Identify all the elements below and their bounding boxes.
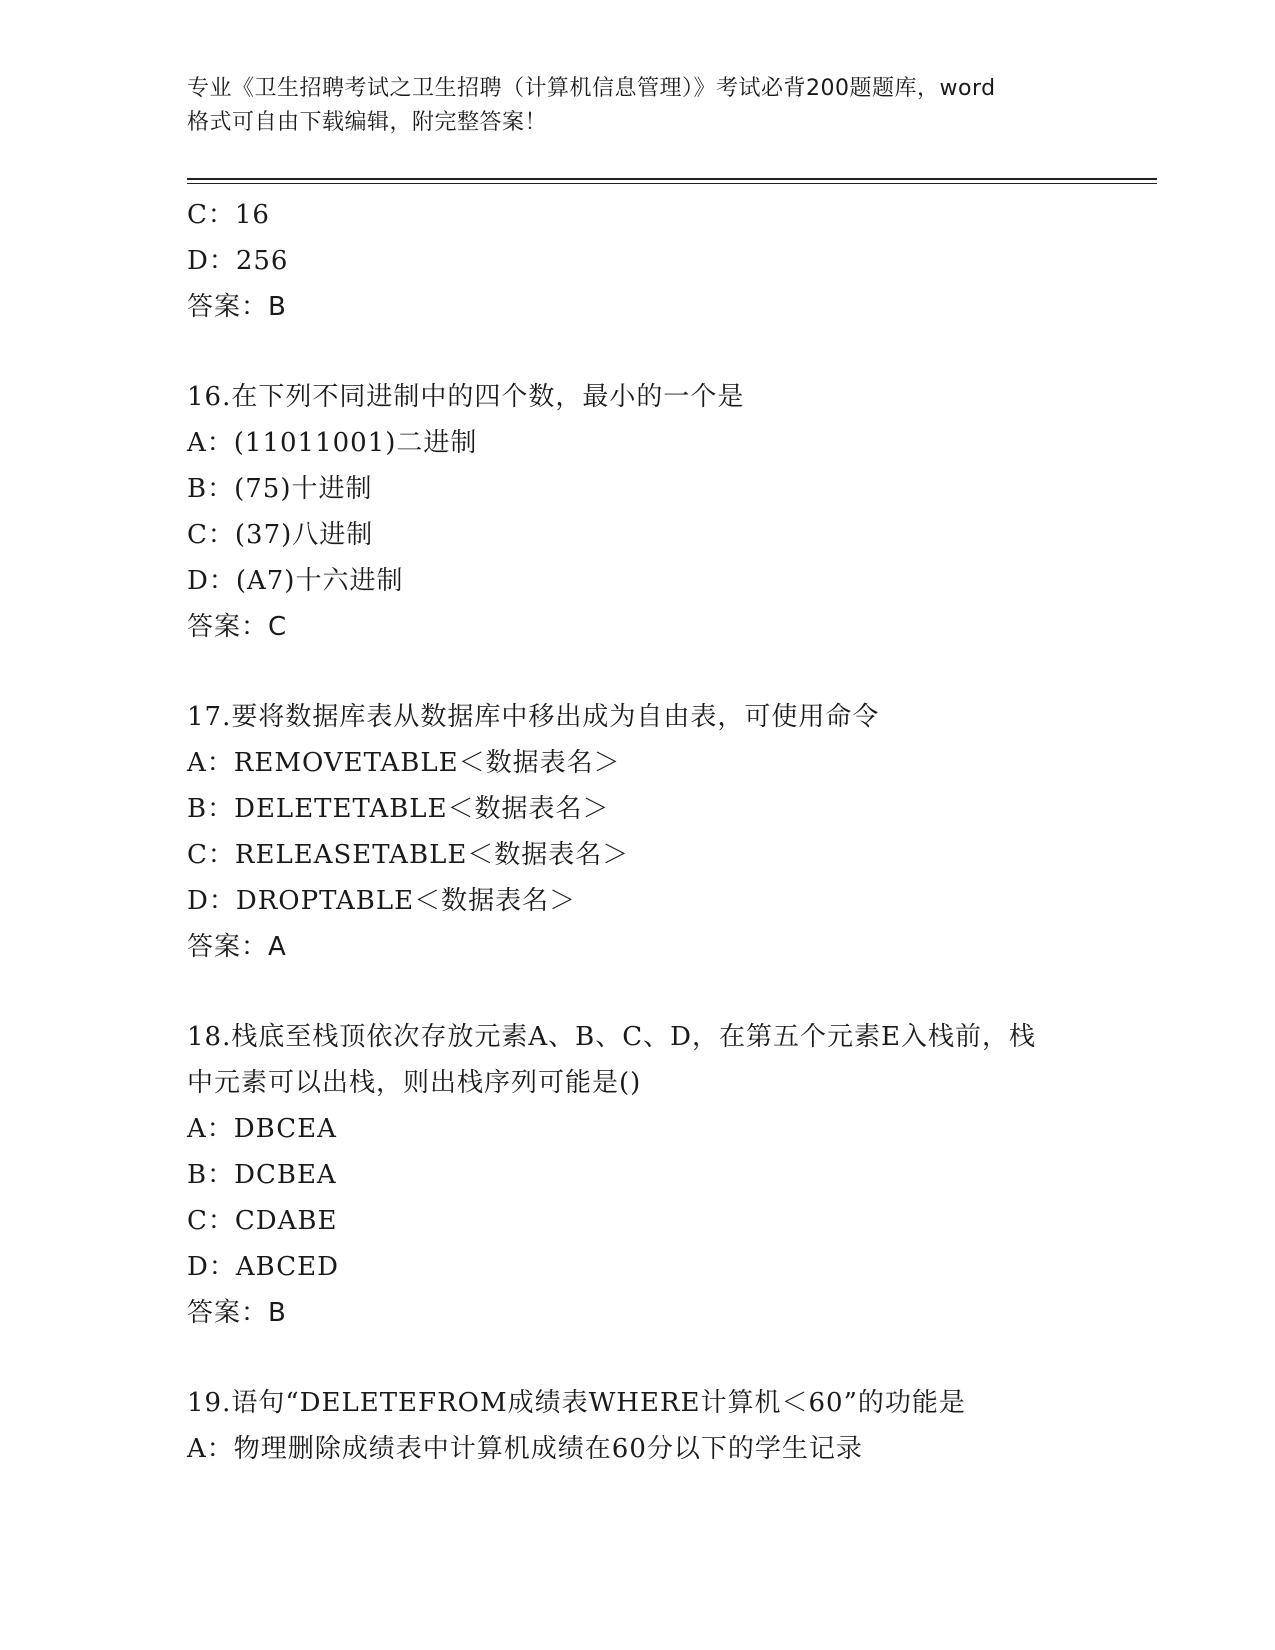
question-18 bbox=[187, 1014, 1087, 1336]
document-header bbox=[187, 72, 1097, 140]
question-16 bbox=[187, 374, 1087, 650]
answer-line: 答案：B bbox=[187, 292, 287, 322]
previous-question-tail bbox=[187, 192, 1087, 330]
question-text: 19.语句“DELETEFROM成绩表WHERE计算机＜60”的功能是 bbox=[187, 1388, 966, 1418]
option-c: C：RELEASETABLE＜数据表名＞ bbox=[187, 840, 630, 870]
question-text-line-2: 中元素可以出栈，则出栈序列可能是() bbox=[187, 1068, 642, 1098]
option-a: A：REMOVETABLE＜数据表名＞ bbox=[187, 748, 621, 778]
option-b: B：(75)十进制 bbox=[187, 474, 373, 504]
option-d: D：ABCED bbox=[187, 1252, 339, 1282]
option-a: A：物理删除成绩表中计算机成绩在60分以下的学生记录 bbox=[187, 1434, 863, 1464]
option-b: B：DCBEA bbox=[187, 1160, 337, 1190]
question-text: 17.要将数据库表从数据库中移出成为自由表，可使用命令 bbox=[187, 702, 880, 732]
answer-line: 答案：A bbox=[187, 932, 287, 962]
option-d: D：256 bbox=[187, 246, 289, 276]
option-a: A：(11011001)二进制 bbox=[187, 428, 478, 458]
question-19 bbox=[187, 1380, 1087, 1472]
question-text-line-1: 18.栈底至栈顶依次存放元素A、B、C、D，在第五个元素E入栈前，栈 bbox=[187, 1022, 1036, 1052]
question-17 bbox=[187, 694, 1087, 970]
option-c: C：16 bbox=[187, 200, 270, 230]
header-divider-thick bbox=[187, 178, 1157, 180]
header-line-1: 专业《卫生招聘考试之卫生招聘（计算机信息管理）》考试必背200题题库，word bbox=[187, 76, 996, 101]
header-divider-thin bbox=[187, 183, 1157, 184]
answer-line: 答案：B bbox=[187, 1298, 287, 1328]
option-c: C：CDABE bbox=[187, 1206, 338, 1236]
option-b: B：DELETETABLE＜数据表名＞ bbox=[187, 794, 610, 824]
option-c: C：(37)八进制 bbox=[187, 520, 374, 550]
answer-line: 答案：C bbox=[187, 612, 288, 642]
option-d: D：DROPTABLE＜数据表名＞ bbox=[187, 886, 577, 916]
question-text: 16.在下列不同进制中的四个数，最小的一个是 bbox=[187, 382, 745, 412]
option-a: A：DBCEA bbox=[187, 1114, 337, 1144]
question-list bbox=[187, 192, 1087, 1472]
option-d: D：(A7)十六进制 bbox=[187, 566, 404, 596]
header-line-2: 格式可自由下载编辑，附完整答案！ bbox=[187, 110, 548, 135]
